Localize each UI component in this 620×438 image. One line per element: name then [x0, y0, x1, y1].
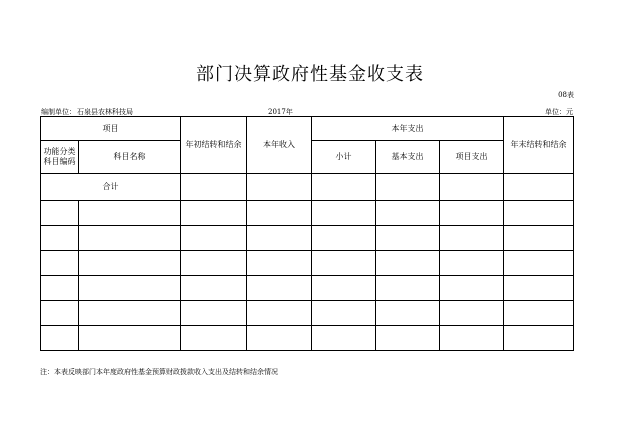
table-number: 08表 [558, 91, 574, 99]
total-closing [504, 174, 574, 201]
header-closing-balance: 年末结转和结余 [504, 117, 574, 174]
cell-opening [181, 226, 247, 251]
cell-income [247, 326, 312, 351]
table-row [41, 226, 574, 251]
report-year: 2017年 [268, 108, 293, 116]
cell-opening [181, 276, 247, 301]
header-func-code: 功能分类科目编码 [41, 141, 79, 174]
cell-code [41, 301, 79, 326]
cell-closing [504, 326, 574, 351]
cell-name [79, 251, 181, 276]
table-row [41, 326, 574, 351]
cell-basic [376, 326, 440, 351]
cell-subtotal [312, 301, 376, 326]
header-opening-balance: 年初结转和结余 [181, 117, 247, 174]
cell-closing [504, 276, 574, 301]
currency-unit-value: 元 [566, 108, 573, 116]
cell-opening [181, 326, 247, 351]
total-label: 合计 [41, 174, 181, 201]
cell-income [247, 251, 312, 276]
cell-closing [504, 251, 574, 276]
table-row [41, 276, 574, 301]
page-title: 部门决算政府性基金收支表 [196, 64, 424, 85]
cell-code [41, 326, 79, 351]
header-subject-name: 科目名称 [79, 141, 181, 174]
total-project [440, 174, 504, 201]
cell-name [79, 276, 181, 301]
header-subtotal: 小计 [312, 141, 376, 174]
cell-name [79, 226, 181, 251]
cell-income [247, 226, 312, 251]
fund-table-body [41, 117, 574, 351]
header-basic-expense: 基本支出 [376, 141, 440, 174]
cell-subtotal [312, 226, 376, 251]
cell-opening [181, 251, 247, 276]
cell-project [440, 301, 504, 326]
cell-project [440, 201, 504, 226]
footnote: 注：本表反映部门本年度政府性基金预算财政拨款收入支出及结转和结余情况 [40, 368, 278, 376]
cell-project [440, 226, 504, 251]
cell-basic [376, 201, 440, 226]
cell-opening [181, 301, 247, 326]
cell-basic [376, 251, 440, 276]
cell-name [79, 326, 181, 351]
header-current-expense: 本年支出 [312, 117, 504, 141]
cell-code [41, 276, 79, 301]
cell-name [79, 301, 181, 326]
cell-code [41, 251, 79, 276]
cell-subtotal [312, 251, 376, 276]
table-row [41, 301, 574, 326]
total-opening [181, 174, 247, 201]
total-income [247, 174, 312, 201]
cell-income [247, 276, 312, 301]
total-basic [376, 174, 440, 201]
header-project: 项目 [41, 117, 181, 141]
cell-basic [376, 226, 440, 251]
total-row [41, 174, 574, 201]
cell-name [79, 201, 181, 226]
cell-subtotal [312, 326, 376, 351]
header-project-expense: 项目支出 [440, 141, 504, 174]
cell-income [247, 301, 312, 326]
header-current-income: 本年收入 [247, 117, 312, 174]
cell-subtotal [312, 201, 376, 226]
currency-unit-label: 单位： [545, 108, 566, 116]
cell-opening [181, 201, 247, 226]
fund-table [40, 116, 574, 351]
cell-closing [504, 301, 574, 326]
table-row [41, 251, 574, 276]
compiling-unit-label: 编制单位： [41, 108, 76, 116]
cell-closing [504, 226, 574, 251]
cell-project [440, 276, 504, 301]
cell-basic [376, 301, 440, 326]
total-subtotal [312, 174, 376, 201]
table-row [41, 201, 574, 226]
cell-basic [376, 276, 440, 301]
cell-project [440, 326, 504, 351]
cell-income [247, 201, 312, 226]
cell-code [41, 226, 79, 251]
cell-closing [504, 201, 574, 226]
compiling-unit-value: 石泉县农林科技局 [77, 108, 133, 116]
cell-code [41, 201, 79, 226]
header-row-1 [41, 117, 574, 141]
cell-subtotal [312, 276, 376, 301]
cell-project [440, 251, 504, 276]
